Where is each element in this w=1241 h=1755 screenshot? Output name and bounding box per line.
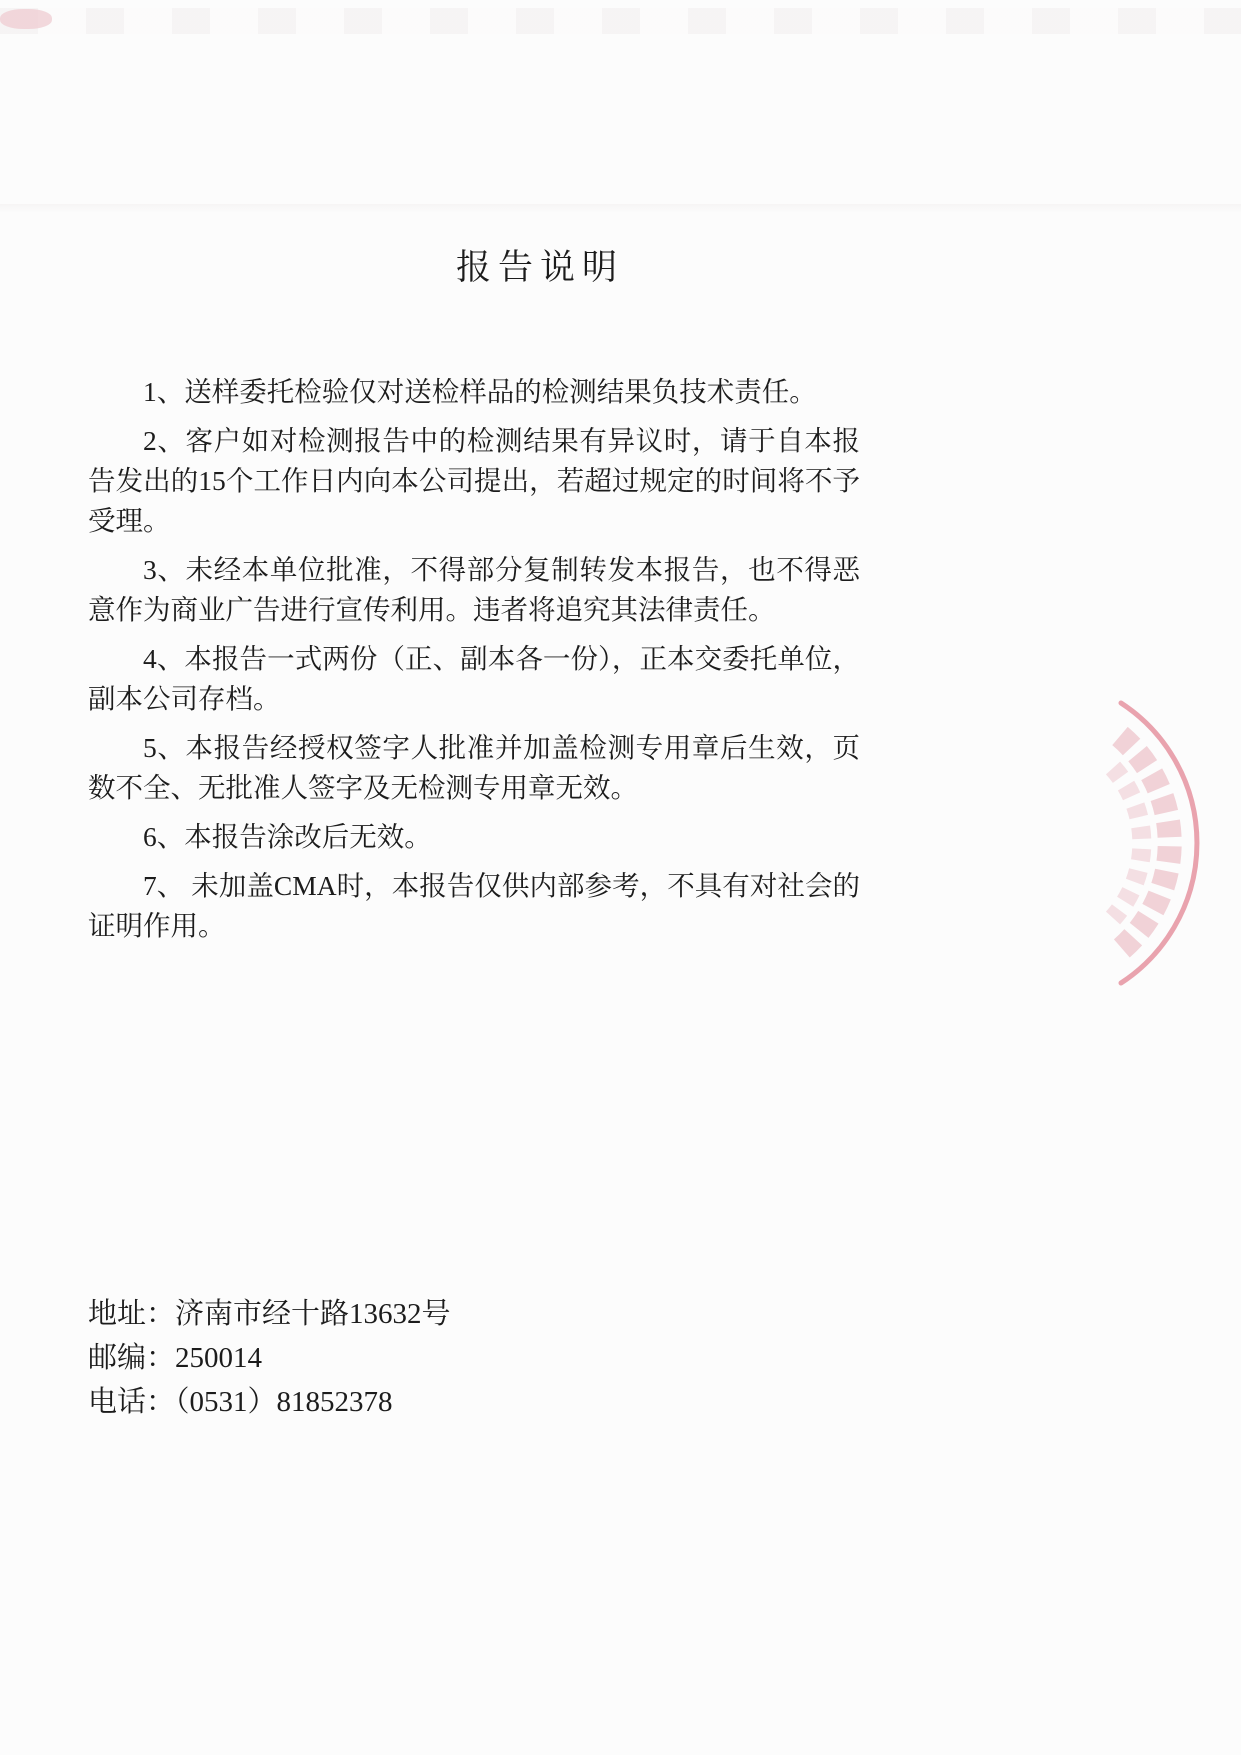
page-title: 报告说明 [455, 248, 624, 287]
note-item-3: 3、未经本单位批准，不得部分复制转发本报告，也不得恶意作为商业广告进行宣传利用。违者将追究其法律责任。 [88, 554, 860, 625]
note-item-2: 2、客户如对检测报告中的检测结果有异议时，请于自本报告发出的15个工作日内向本公司提出，若超过规定的时间将不予受理。 [88, 425, 860, 536]
footer-address: 地址：济南市经十路13632号 [88, 1298, 451, 1330]
scan-artifact-pink-smudge [0, 9, 52, 29]
seal-character-band [1120, 736, 1170, 950]
footer-phone: 电话：（0531）81852378 [88, 1386, 393, 1418]
contact-footer [88, 1292, 451, 1424]
note-item-5: 5、本报告经授权签字人批准并加盖检测专用章后生效，页数不全、无批准人签字及无检测专用章无效。 [88, 732, 860, 803]
scan-artifact-top-band [0, 8, 1241, 34]
footer-postcode: 邮编：250014 [88, 1342, 263, 1374]
note-item-6: 6、本报告涂改后无效。 [143, 821, 432, 852]
scan-artifact-seam [0, 204, 1241, 213]
seal-character-band-inner [1113, 768, 1142, 918]
note-item-1: 1、送样委托检验仅对送检样品的检测结果负技术责任。 [143, 376, 817, 407]
note-item-7: 7、 未加盖CMA时，本报告仅供内部参考，不具有对社会的证明作用。 [88, 870, 860, 941]
red-seal-stamp-icon [985, 615, 1225, 1085]
seal-outer-arc [1121, 703, 1197, 983]
notes-list [88, 372, 860, 955]
note-item-4: 4、本报告一式两份（正、副本各一份），正本交委托单位，副本公司存档。 [88, 643, 860, 714]
